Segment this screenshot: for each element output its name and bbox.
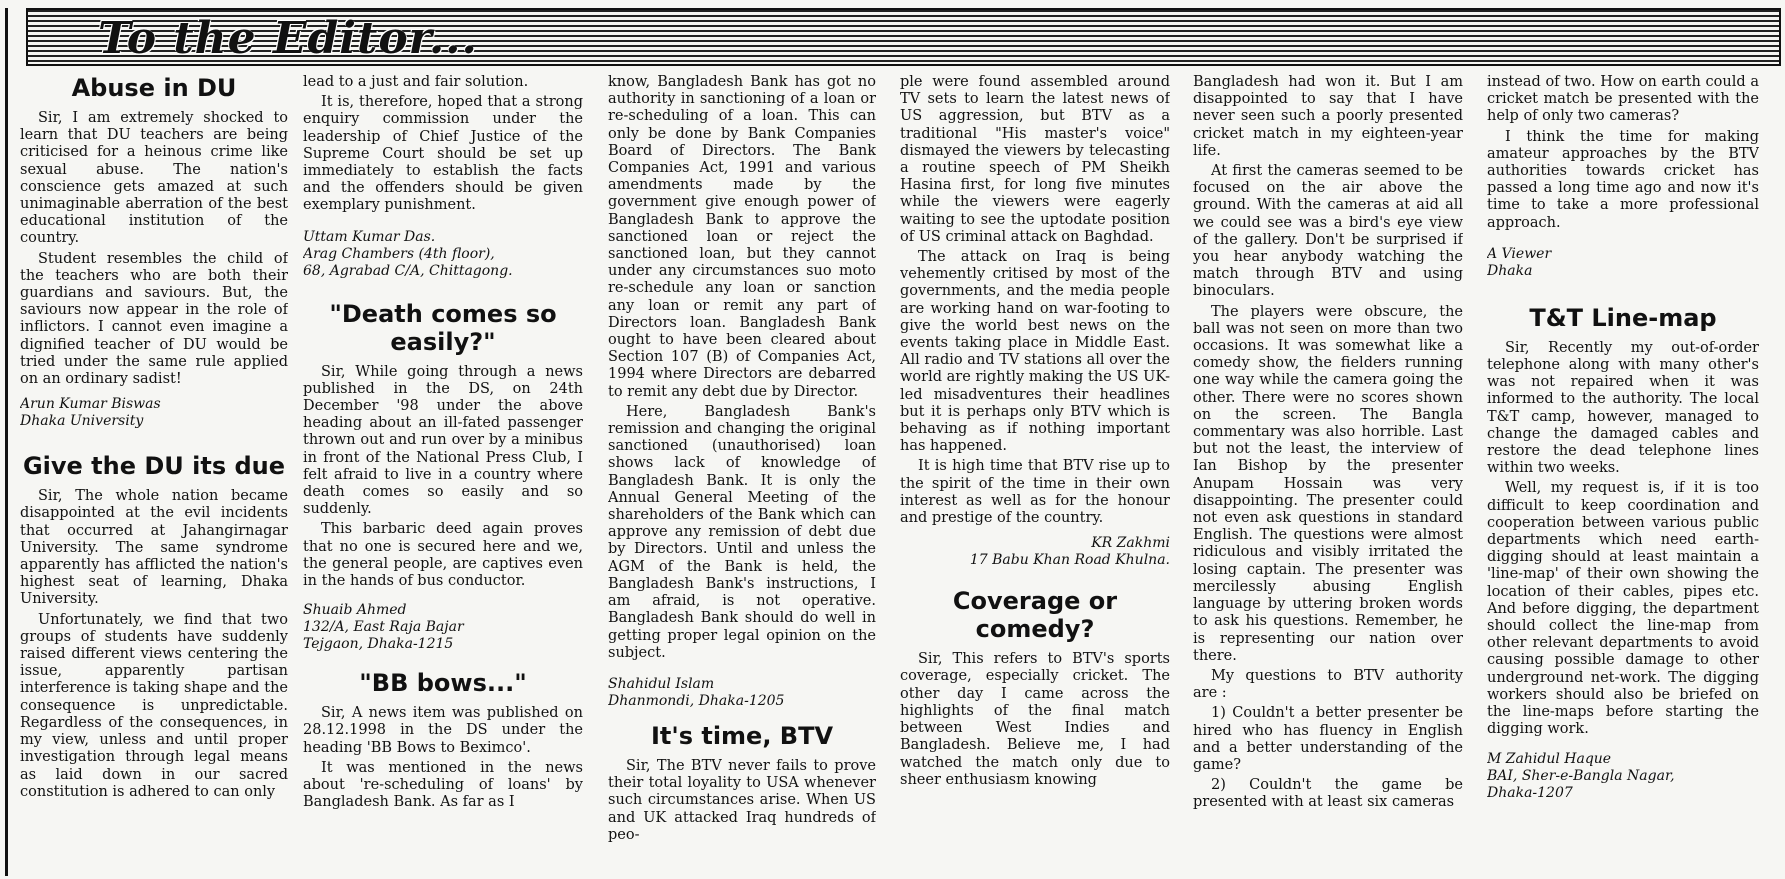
letter-paragraph: I think the time for making amateur approaches by the BTV authorities towards cricket has passed a long time ago and now it's time to take a more professional approach. [1487,128,1759,231]
letter-paragraph: It is high time that BTV rise up to the spirit of the time in their own interest as well as for the honour and prestige of the country. [900,458,1170,527]
headline-abuse-in-du: Abuse in DU [71,74,237,102]
letter-paragraph: It was mentioned in the news about 're-scheduling of loans' by Bangladesh Bank. As far as I [303,759,583,811]
signature-address: 68, Agrabad C/A, Chittagong. [303,262,513,279]
signature-name: Arun Kumar Biswas [20,396,161,413]
headline-give-du-its-due: Give the DU its due [22,452,286,481]
letter-paragraph: know, Bangladesh Bank has got no authority in sanctioning of a loan or re-scheduling of a loan. This can only be done by Bank Companies Board of Directors. The Bank Companies Act, 1991 and various amendments made by the government give enough power of Bangladesh Bank to approve the sanctioned loan or reject the sanctioned loan, but they cannot under any circumstances suo moto re-schedule any loan or sanction any loan or remit any part of Directors loan. Bangladesh Bank ought to have been cleared about Section 107 (B) of Companies Act, 1994 where Directors are debarred to remit any debt due by Director. [608,74,876,400]
signature-name: KR Zakhmi [1091,535,1170,552]
letter-signature [900,535,1170,569]
signature-address: Tejgaon, Dhaka-1215 [303,636,454,653]
column-3 [608,74,876,874]
letter-paragraph: Sir, The BTV never fails to prove their total loyality to USA whenever such circumstances arise. When US and UK attacked Iraq hundreds of peo- [608,757,876,843]
headline-coverage-or-comedy: Coverage or comedy? [952,587,1118,644]
headline-tt-line-map: T&T Line-map [1529,303,1717,332]
signature-address: Dhaka-1207 [1487,784,1573,801]
letter-paragraph: Student resembles the child of the teachers who are both their guardians and saviours. But, the saviours now appear in the role of inflictors. I cannot even imagine a dignified teacher of DU would be tried under the same rule applied on an ordinary sadist! [20,250,288,388]
letter-signature [303,602,583,653]
letter-paragraph: Sir, While going through a news published in the DS, on 24th December '98 under the above heading about an ill-fated passenger thrown out and run over by a minibus in front of the National Press Club, I felt afraid to live in a country where death comes so easily and so suddenly. [303,363,583,518]
signature-name: Shuaib Ahmed [303,602,407,619]
signature-name: M Zahidul Haque [1487,750,1612,767]
column-6 [1487,74,1759,874]
letter-paragraph: Well, my request is, if it is too difficult to keep coordination and cooperation between various public departments which need earth-digging should at least maintain a 'line-map' of their own showing the location of their cables, pipes etc. And before digging, the department should collect the line-map from other relevant departments to avoid causing possible damage to other underground net-work. The digging workers should also be briefed on the line-maps before starting the digging work. [1487,480,1759,738]
letter-paragraph: 2) Couldn't the game be presented with at least six cameras [1193,777,1463,811]
letter-paragraph: lead to a just and fair solution. [303,74,529,90]
signature-name: Uttam Kumar Das. [303,228,436,245]
headline-its-time-btv: It's time, BTV [650,721,834,750]
letter-paragraph: The attack on Iraq is being vehemently critised by most of the governments, and the media people are working hand on war-footing to give the world best news on the events taking place in Middle East. All radio and TV stations all over the world are rightly making the US UK-led misadventures their headlines but it is perhaps only BTV which is behaving as if nothing important has happened. [900,249,1170,455]
letter-signature [20,396,288,430]
signature-address: Dhaka University [20,413,144,430]
signature-address: 132/A, East Raja Bajar [303,619,464,636]
letter-paragraph: Sir, I am extremely shocked to learn that DU teachers are being criticised for a heinous crime like sexual abuse. The nation's conscience gets amazed at such unimaginable aberration of the best educational institution of the country. [20,110,288,247]
letter-paragraph: instead of two. How on earth could a cricket match be presented with the help of only two cameras? [1487,74,1759,125]
letter-signature [608,676,876,710]
letter-paragraph: At first the cameras seemed to be focused on the air above the ground. With the cameras at aid all we could see was a bird's eye view of the gallery. Don't be surprised if you hear anybody watching the match through BTV and using binoculars. [1193,163,1463,300]
letter-paragraph: Unfortunately, we find that two groups of students have suddenly raised different views centering the issue, apparently partisan interference is taking shape and the consequence is unpredictable. Regardless of the consequences, in my view, unless and until proper investigation through legal means as laid down in our sacred constitution is adhered to can only [20,611,288,800]
letter-paragraph: It is, therefore, hoped that a strong enquiry commission under the leadership of Chief Justice of the Supreme Court should be set up immediately to establish the facts and the offenders should be given exemplary punishment. [303,94,583,214]
letter-paragraph: ple were found assembled around TV sets to learn the latest news of US aggression, but BTV as a traditional "His master's voice" dismayed the viewers by telecasting a routine speech of PM Sheikh Hasina first, for long five minutes while the viewers were eagerly waiting to see the uptodate position of US criminal attack on Baghdad. [900,74,1170,245]
letter-paragraph: Sir, The whole nation became disappointed at the evil incidents that occurred at Jahangirnagar University. The same syndrome apparently has afflicted the nation's highest seat of learning, Dhaka University. [20,488,288,608]
headline-death-comes-so-easily: "Death comes so easily?" [329,299,557,356]
letter-paragraph: 1) Couldn't a better presenter be hired who has fluency in English and a better understanding of the game? [1193,705,1463,773]
signature-address: BAI, Sher-e-Bangla Nagar, [1487,767,1675,784]
signature-address: 17 Babu Khan Road Khulna. [969,552,1170,569]
letter-signature [303,229,583,280]
letter-paragraph: Sir, A news item was published on 28.12.1998 in the DS under the heading 'BB Bows to Beximco'. [303,705,583,756]
letter-signature [1487,246,1759,280]
signature-name: Shahidul Islam [608,675,715,692]
column-2 [303,74,583,874]
column-1 [20,74,288,874]
letter-paragraph: Bangladesh had won it. But I am disappointed to say that I have never seen such a poorly presented cricket match in my eighteen-year life. [1193,74,1463,159]
letter-paragraph: The players were obscure, the ball was not seen on more than two occasions. It was somewhat like a comedy show, the fielders running one way while the camera going the other. There were no scores shown on the screen. The Bangla commentary was also horrible. Last but not the least, the interview of Ian Bishop by the presenter Anupam Hossain was very disappointing. The presenter could not even ask questions in standard English. The questions were almost ridiculous and visibly irritated the losing captain. The presenter was mercilessly abusing English language by uttering broken words to ask his questions. Remember, he is representing our nation over there. [1193,303,1463,664]
letter-paragraph: Sir, This refers to BTV's sports coverage, especially cricket. The other day I came across the highlights of the final match between West Indies and Bangladesh. Believe me, I had watched the match only due to sheer enthusiasm knowing [900,651,1170,788]
headline-bb-bows: "BB bows..." [359,669,527,698]
column-4 [900,74,1170,874]
column-rule [5,8,8,876]
letter-signature [1487,751,1759,802]
letter-paragraph: Sir, Recently my out-of-order telephone along with many other's was not repaired when it was informed to the authority. The local T&T camp, however, managed to change the damaged cables and restore the dead telephone lines within two weeks. [1487,339,1759,477]
section-title: To the Editor... [98,13,478,64]
signature-address: Dhanmondi, Dhaka-1205 [608,692,785,709]
signature-name: A Viewer [1487,245,1552,262]
signature-address: Dhaka [1487,262,1533,279]
letter-paragraph: Here, Bangladesh Bank's remission and changing the original sanctioned (unauthorised) loan shows lack of knowledge of Bangladesh Bank. It is only the Annual General Meeting of the shareholders of the Bank which can approve any remission of debt due by Directors. Until and unless the AGM of the Bank is held, the Bangladesh Bank's instructions, I am afraid, is not operative. Bangladesh Bank should do well in getting proper legal opinion on the subject. [608,403,876,661]
letter-paragraph: This barbaric deed again proves that no one is secured here and we, the general people, are captives even in the hands of bus conductor. [303,521,583,590]
section-banner [26,8,1781,66]
letter-paragraph: My questions to BTV authority are : [1193,667,1463,702]
signature-address: Arag Chambers (4th floor), [303,245,495,262]
column-5 [1193,74,1463,874]
